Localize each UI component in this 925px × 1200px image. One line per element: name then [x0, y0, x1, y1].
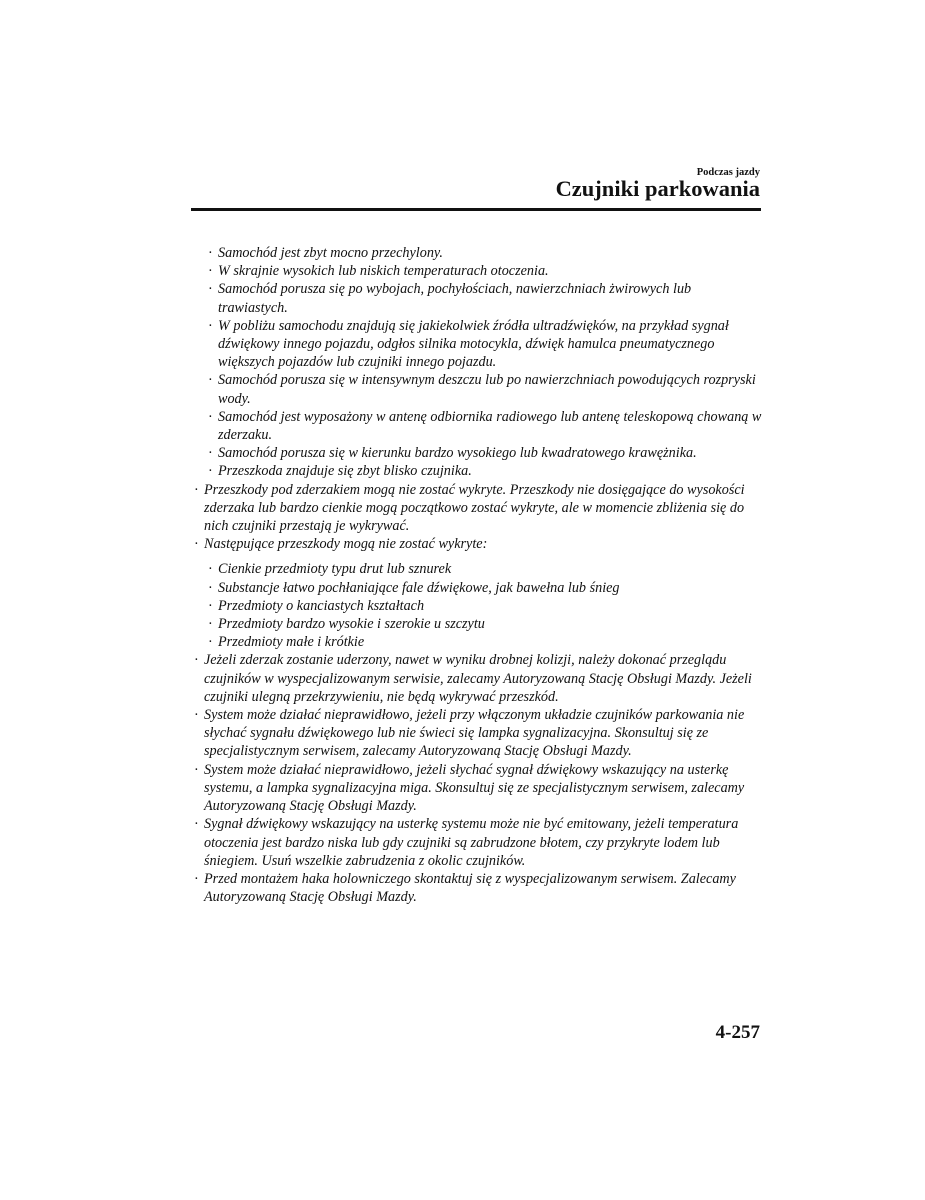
list-item-text: Przedmioty o kanciastych kształtach [218, 597, 425, 614]
list-item-text: W skrajnie wysokich lub niskich temperaturach otoczenia. [218, 263, 549, 280]
sub-list-item [208, 371, 762, 407]
bullet-icon: · [208, 597, 213, 614]
sub-list-item [208, 262, 762, 280]
list-item-text: Samochód porusza się po wybojach, pochyłościach, nawierzchniach żwirowych lub trawiastych. [218, 281, 692, 316]
sub-list-item [208, 597, 762, 615]
bullet-icon: · [208, 616, 213, 633]
bullet-icon: · [194, 652, 199, 669]
sub-list-item [208, 444, 762, 462]
page-title: Czujniki parkowania [555, 176, 760, 201]
bullet-icon: · [194, 481, 199, 498]
list-item-text: Przedmioty małe i krótkie [218, 634, 365, 651]
bullet-icon: · [194, 870, 199, 887]
list-item [194, 815, 762, 870]
sub-list-item [208, 280, 762, 316]
bullet-icon: · [208, 445, 213, 462]
sub-list-item [208, 633, 762, 651]
list-item-text: Samochód jest zbyt mocno przechylony. [218, 245, 443, 261]
bullet-icon: · [194, 816, 199, 833]
list-item-text: W pobliżu samochodu znajdują się jakiekolwiek źródła ultradźwięków, na przykład sygnał dźwiękowy innego pojazdu, odgłos silnika motocykla, dźwięk hamulca pneumatycznego większych pojazdów lub czujniki innego pojazdu. [218, 317, 729, 371]
bullet-icon: · [208, 463, 213, 480]
list-item [194, 870, 762, 906]
list-item-text: Przedmioty bardzo wysokie i szerokie u szczytu [218, 616, 485, 633]
list-item-text: Jeżeli zderzak zostanie uderzony, nawet w wyniku drobnej kolizji, należy dokonać przeglądu czujników w wyspecjalizowanym serwisie, zalecamy Autoryzowaną Stację Obsługi Mazdy. Jeżeli czujniki ulegną przekrzywieniu, nie będą wykrywać przeszkód. [204, 652, 752, 705]
list-item [194, 761, 762, 816]
sub-list-item [208, 462, 762, 480]
section-label: Podczas jazdy [696, 167, 760, 178]
list-item-text: System może działać nieprawidłowo, jeżeli słychać sygnał dźwiękowy wskazujący na usterkę systemu, a lampka sygnalizacyjna miga. Skonsultuj się ze specjalistycznym serwisem, zalecamy Autoryzowaną Stację Obsługi Mazdy. [204, 761, 745, 815]
list-item-text: Samochód jest wyposażony w antenę odbiornika radiowego lub antenę teleskopową chowaną w zderzaku. [218, 408, 762, 444]
list-item [194, 651, 762, 706]
sub-list-item [208, 244, 762, 262]
bullet-icon: · [208, 281, 213, 298]
bullet-icon: · [208, 408, 213, 425]
list-item-text: Przed montażem haka holowniczego skontaktuj się z wyspecjalizowanym serwisem. Zalecamy Autoryzowaną Stację Obsługi Mazdy. [204, 870, 736, 906]
spacer [194, 553, 762, 560]
bullet-icon: · [208, 372, 213, 389]
bullet-icon: · [208, 317, 213, 334]
list-item [194, 706, 762, 761]
bullet-icon: · [208, 561, 213, 578]
bullet-icon: · [208, 579, 213, 596]
list-item-text: Przeszkoda znajduje się zbyt blisko czujnika. [218, 463, 472, 480]
list-item [194, 535, 762, 553]
bullet-icon: · [208, 634, 213, 651]
list-item-text: Cienkie przedmioty typu drut lub sznurek [218, 561, 452, 578]
list-item-text: Przeszkody pod zderzakiem mogą nie zostać wykryte. Przeszkody nie dosięgające do wysokości zderzaka lub bardzo cienkie mogą początkowo zostać wykryte, ale w momencie zbliżenia się do nich czujniki przestają je wykrywać. [204, 481, 745, 535]
document-body [194, 244, 762, 906]
bullet-icon: · [208, 245, 213, 261]
bullet-icon: · [208, 263, 213, 280]
bullet-icon: · [194, 707, 199, 724]
sub-list-item [208, 615, 762, 633]
bullet-icon: · [194, 536, 199, 553]
page-number: 4-257 [715, 1022, 760, 1043]
list-item-text: System może działać nieprawidłowo, jeżeli przy włączonym układzie czujników parkowania nie słychać sygnału dźwiękowego lub nie świeci się lampka sygnalizacyjna. Skonsultuj się ze specjalistycznym serwisem, zalecamy Autoryzowaną Stację Obsługi Mazdy. [204, 707, 745, 760]
list-item-text: Następujące przeszkody mogą nie zostać wykryte: [204, 536, 488, 553]
list-item-text: Samochód porusza się w intensywnym deszczu lub po nawierzchniach powodujących rozpryski wody. [218, 372, 756, 407]
title-divider [191, 208, 761, 211]
list-item-text: Samochód porusza się w kierunku bardzo wysokiego lub kwadratowego krawężnika. [218, 445, 697, 462]
list-item [194, 481, 762, 536]
bullet-icon: · [194, 761, 199, 778]
sub-list-item [208, 408, 762, 444]
sub-list-item [208, 560, 762, 578]
list-item-text: Sygnał dźwiękowy wskazujący na usterkę systemu może nie być emitowany, jeżeli temperatura otoczenia jest bardzo niska lub gdy czujniki są zabrudzone błotem, czy przykryte lodem lub śniegiem. Usuń wszelkie zabrudzenia z okolic czujników. [204, 816, 739, 869]
sub-list-item [208, 579, 762, 597]
list-item-text: Substancje łatwo pochłaniające fale dźwiękowe, jak bawełna lub śnieg [218, 579, 620, 596]
sub-list-item [208, 317, 762, 372]
